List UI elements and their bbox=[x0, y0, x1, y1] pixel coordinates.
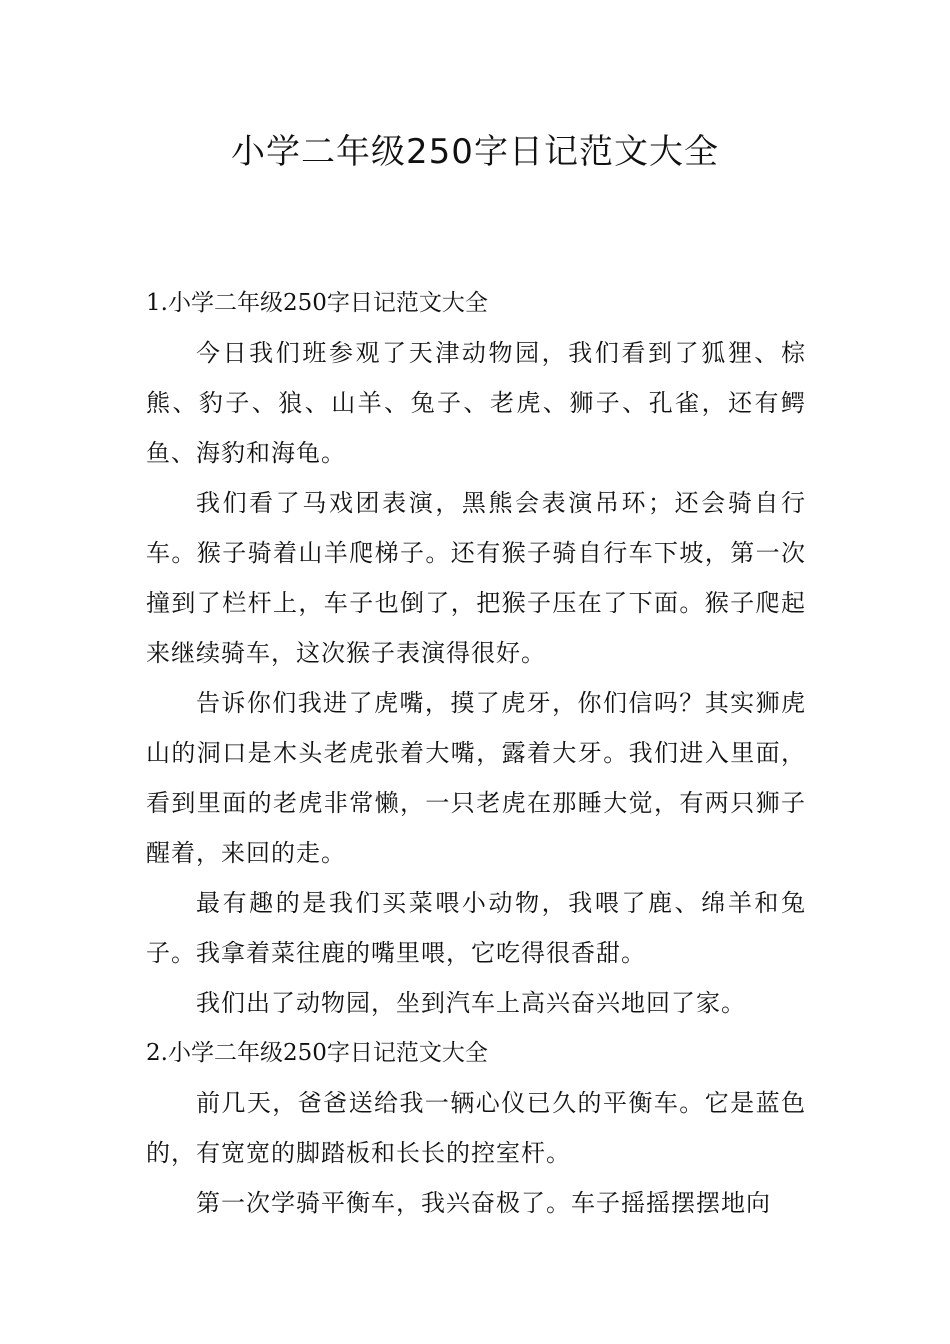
paragraph: 我们出了动物园，坐到汽车上高兴奋兴地回了家。 bbox=[196, 989, 746, 1017]
section-heading: 1.小学二年级250字日记范文大全 bbox=[146, 290, 488, 316]
paragraph: 前几天，爸爸送给我一辆心仪已久的平衡车。它是蓝色的，有宽宽的脚踏板和长长的控室杆。 bbox=[146, 1089, 806, 1167]
document-body bbox=[146, 278, 806, 1228]
paragraph: 我们看了马戏团表演，黑熊会表演吊环；还会骑自行车。猴子骑着山羊爬梯子。还有猴子骑自行车下坡，第一次撞到了栏杆上，车子也倒了，把猴子压在了下面。猴子爬起来继续骑车，这次猴子表演得很好。 bbox=[146, 489, 806, 667]
section-heading: 2.小学二年级250字日记范文大全 bbox=[146, 1040, 488, 1066]
paragraph: 今日我们班参观了天津动物园，我们看到了狐狸、棕熊、豹子、狼、山羊、兔子、老虎、狮子、孔雀，还有鳄鱼、海豹和海龟。 bbox=[146, 339, 806, 467]
paragraph: 第一次学骑平衡车，我兴奋极了。车子摇摇摆摆地向 bbox=[196, 1189, 771, 1217]
paragraph: 告诉你们我进了虎嘴，摸了虎牙，你们信吗？其实狮虎山的洞口是木头老虎张着大嘴，露着大牙。我们进入里面，看到里面的老虎非常懒，一只老虎在那睡大觉，有两只狮子醒着，来回的走。 bbox=[146, 689, 806, 867]
paragraph: 最有趣的是我们买菜喂小动物，我喂了鹿、绵羊和兔子。我拿着菜往鹿的嘴里喂，它吃得很香甜。 bbox=[146, 889, 806, 967]
document-title: 小学二年级250字日记范文大全 bbox=[231, 132, 719, 172]
